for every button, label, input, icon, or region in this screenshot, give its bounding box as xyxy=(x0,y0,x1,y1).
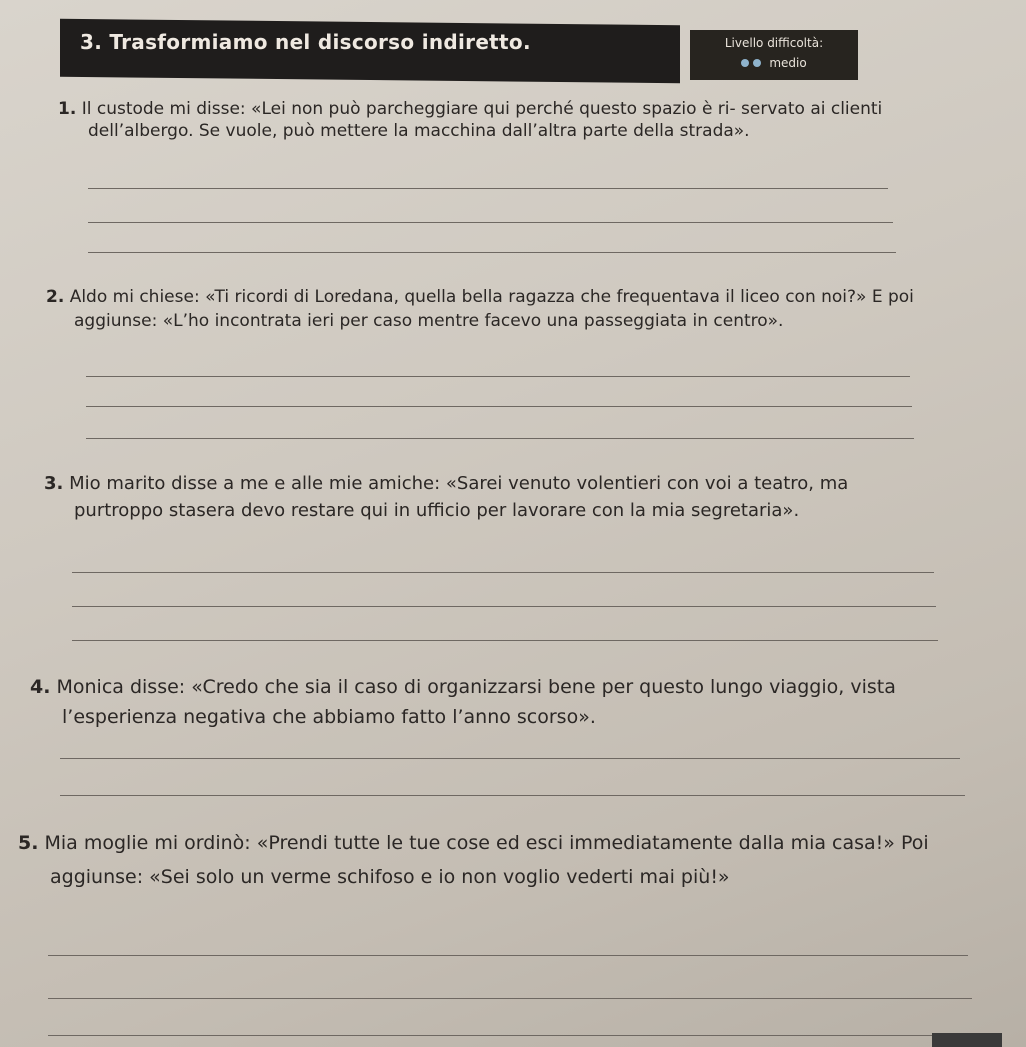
exercise-number: 1. xyxy=(58,99,77,119)
exercise-number: 2. xyxy=(46,287,65,307)
exercise-3-text xyxy=(44,470,936,524)
exercise-5-text xyxy=(18,826,973,894)
exercise-sentence: Mio marito disse a me e alle mie amiche: «Sarei venuto volentieri con voi a teatro, ma purtroppo stasera devo restare qui in ufficio per lavorare con la mia segretaria». xyxy=(69,473,849,521)
difficulty-dot-icon xyxy=(753,59,761,67)
exercise-sentence: Il custode mi disse: «Lei non può parcheggiare qui perché questo spazio è ri- servato ai clienti dell’albergo. Se vuole, può mettere la macchina dall’altra parte della strada». xyxy=(81,99,883,141)
answer-line[interactable] xyxy=(72,640,938,641)
difficulty-label: Livello difficoltà: xyxy=(724,36,824,50)
answer-line[interactable] xyxy=(60,795,965,796)
exercise-5 xyxy=(18,826,973,894)
exercise-2-text xyxy=(46,285,914,333)
answer-line[interactable] xyxy=(86,438,914,439)
exercise-1 xyxy=(58,98,893,142)
answer-line[interactable] xyxy=(88,222,893,223)
exercise-sentence: Monica disse: «Credo che sia il caso di organizzarsi bene per questo lungo viaggio, vista l’esperienza negativa che abbiamo fatto l’anno scorso». xyxy=(56,676,896,728)
answer-line[interactable] xyxy=(48,998,972,999)
difficulty-indicator xyxy=(690,56,858,70)
answer-line[interactable] xyxy=(60,758,960,759)
exercise-sentence: Mia moglie mi ordinò: «Prendi tutte le tue cose ed esci immediatamente dalla mia casa!» Poi aggiunse: «Sei solo un verme schifoso e io non voglio vederti mai più!» xyxy=(44,832,929,888)
exercise-sentence: Aldo mi chiese: «Ti ricordi di Loredana, quella bella ragazza che frequentava il liceo con noi?» E poi aggiunse: «L’ho incontrata ieri per caso mentre facevo una passeggiata in centro». xyxy=(69,287,914,331)
answer-line[interactable] xyxy=(48,955,968,956)
answer-line[interactable] xyxy=(48,1035,974,1036)
exercise-number: 4. xyxy=(30,676,51,698)
difficulty-value: medio xyxy=(769,56,807,70)
answer-line[interactable] xyxy=(72,606,936,607)
exercise-4-text xyxy=(30,672,960,732)
exercise-number: 5. xyxy=(18,832,39,854)
answer-line[interactable] xyxy=(88,252,896,253)
exercise-title: 3. Trasformiamo nel discorso indiretto. xyxy=(80,30,531,54)
exercise-3 xyxy=(44,470,936,524)
answer-line[interactable] xyxy=(86,376,910,377)
page-corner-tab xyxy=(932,1033,1002,1047)
exercise-2 xyxy=(46,285,914,333)
answer-line[interactable] xyxy=(72,572,934,573)
exercise-4 xyxy=(30,672,960,732)
difficulty-dot-icon xyxy=(741,59,749,67)
answer-line[interactable] xyxy=(86,406,912,407)
difficulty-box xyxy=(690,30,858,80)
answer-line[interactable] xyxy=(88,188,888,189)
exercise-number: 3. xyxy=(44,473,64,494)
exercise-1-text xyxy=(58,98,893,142)
